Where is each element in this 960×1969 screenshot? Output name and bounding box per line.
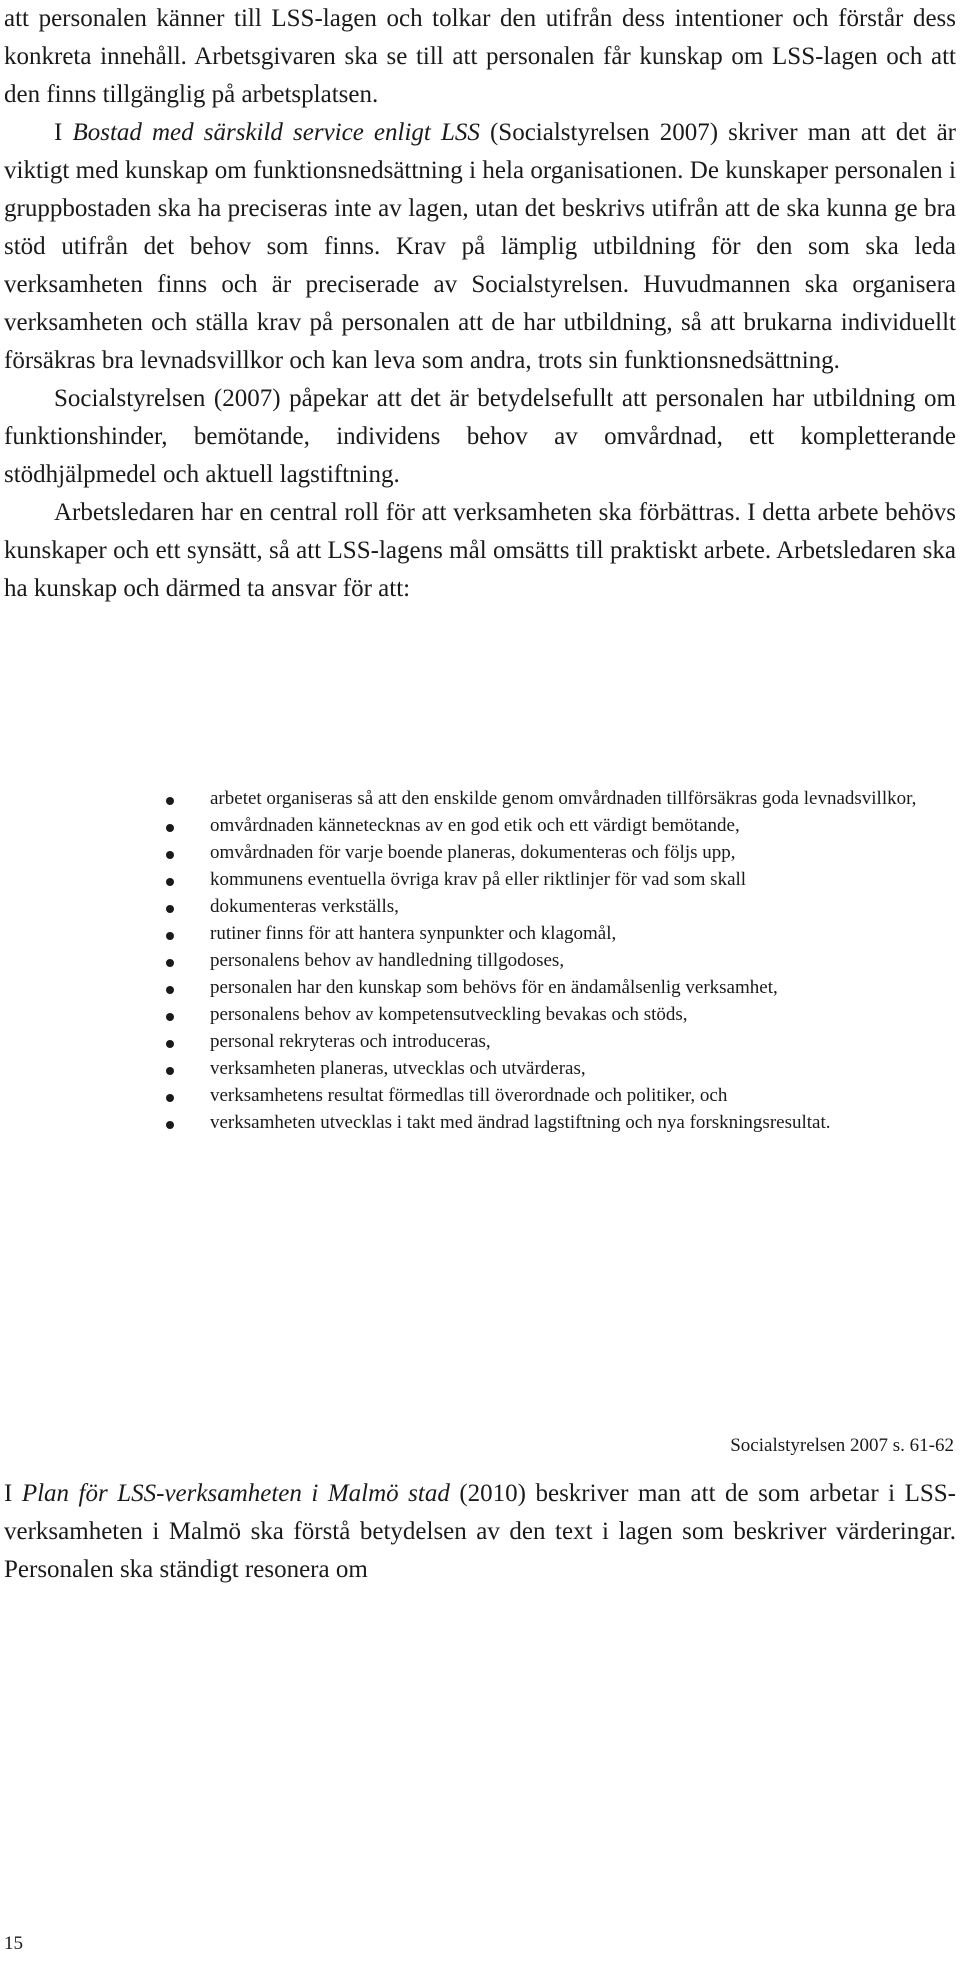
page-number: 15 bbox=[4, 1933, 23, 1954]
bullet-icon bbox=[166, 797, 174, 805]
paragraph-5-body: (2010) beskriver man att de som arbetar i LSS-verksamheten i Malmö ska förstå betydelsen av den text i lagen som beskriver värderingar. Personalen ska ständigt resonera om bbox=[4, 1480, 957, 1583]
list-item bbox=[0, 1055, 952, 1082]
list-item bbox=[0, 920, 952, 947]
list-item bbox=[0, 839, 952, 866]
list-item-text: kommunens eventuella övriga krav på eller riktlinjer för vad som skall bbox=[210, 869, 747, 890]
list-item bbox=[0, 947, 952, 974]
paragraph-4: Arbetsledaren har en central roll för att verksamheten ska förbättras. I detta arbete behövs kunskaper och ett synsätt, så att LSS-lagens mål omsätts till praktiskt arbete. Arbetsledaren ska ha kunskap och därmed ta ansvar för att: bbox=[4, 499, 956, 602]
bullet-icon bbox=[166, 1094, 174, 1102]
list-item bbox=[0, 812, 952, 839]
bullet-icon bbox=[166, 1121, 174, 1129]
bullet-icon bbox=[166, 905, 174, 913]
list-item bbox=[0, 785, 952, 812]
list-item-text: personalens behov av kompetensutveckling bevakas och stöds, bbox=[210, 1004, 688, 1025]
bullet-icon bbox=[166, 1040, 174, 1048]
paragraph-1: att personalen känner till LSS-lagen och tolkar den utifrån dess intentioner och förstår dess konkreta innehåll. Arbetsgivaren ska se till att personalen får kunskap om LSS-lagen och att den finns tillgänglig på arbetsplatsen. bbox=[4, 5, 956, 108]
bullet-icon bbox=[166, 878, 174, 886]
bullet-icon bbox=[166, 851, 174, 859]
list-item bbox=[0, 1028, 952, 1055]
bullet-icon bbox=[166, 1067, 174, 1075]
bullet-icon bbox=[166, 932, 174, 940]
list-item-text: personalen har den kunskap som behövs för en ändamålsenlig verksamhet, bbox=[210, 977, 778, 998]
paragraph-2 bbox=[4, 114, 956, 380]
list-item-text: omvårdnaden kännetecknas av en god etik och ett värdigt bemötande, bbox=[210, 815, 740, 836]
list-item-text: verksamheten utvecklas i takt med ändrad lagstiftning och nya forskningsresultat. bbox=[210, 1112, 831, 1133]
list-item-text: arbetet organiseras så att den enskilde genom omvårdnaden tillförsäkras goda levnadsvillkor, bbox=[210, 788, 917, 809]
paragraph-2-title: Bostad med särskild service enligt LSS bbox=[72, 119, 480, 146]
list-item-text: personalens behov av handledning tillgodoses, bbox=[210, 950, 565, 971]
list-item bbox=[0, 893, 952, 920]
list-item bbox=[0, 1001, 952, 1028]
paragraph-3: Socialstyrelsen (2007) påpekar att det är betydelsefullt att personalen har utbildning om funktionshinder, bemötande, individens behov av omvårdnad, ett kompletterande stödhjälpmedel och aktuell lagstiftning. bbox=[4, 385, 956, 488]
list-item bbox=[0, 866, 952, 893]
paragraph-5-prefix: I bbox=[4, 1480, 22, 1507]
bullet-icon bbox=[166, 959, 174, 967]
paragraph-2-prefix: I bbox=[54, 119, 73, 146]
list-item-text: personal rekryteras och introduceras, bbox=[210, 1031, 491, 1052]
bullet-icon bbox=[166, 824, 174, 832]
list-item-text: verksamhetens resultat förmedlas till överordnade och politiker, och bbox=[210, 1085, 728, 1106]
paragraph-5 bbox=[4, 1475, 956, 1589]
list-item-text: omvårdnaden för varje boende planeras, dokumenteras och följs upp, bbox=[210, 842, 736, 863]
list-item bbox=[0, 974, 952, 1001]
responsibility-list bbox=[0, 785, 960, 1136]
paragraph-5-title: Plan för LSS-verksamheten i Malmö stad bbox=[21, 1480, 450, 1507]
list-item bbox=[0, 1109, 952, 1136]
paragraph-intro bbox=[4, 0, 956, 608]
bullet-icon bbox=[166, 986, 174, 994]
list-item-text: rutiner finns för att hantera synpunkter och klagomål, bbox=[210, 923, 617, 944]
list-item-text: dokumenteras verkställs, bbox=[210, 896, 399, 917]
list-item bbox=[0, 1082, 952, 1109]
list-item-text: verksamheten planeras, utvecklas och utvärderas, bbox=[210, 1058, 586, 1079]
source-citation: Socialstyrelsen 2007 s. 61-62 bbox=[730, 1435, 954, 1456]
paragraph-2-body: (Socialstyrelsen 2007) skriver man att det är viktigt med kunskap om funktionsnedsättning i hela organisationen. De kunskaper personalen i gruppbostaden ska ha preciseras inte av lagen, utan det beskrivs utifrån att de ska kunna ge bra stöd utifrån det behov som finns. Krav på lämplig utbildning för den som ska leda verksamheten finns och är preciserade av Socialstyrelsen. Huvudmannen ska organisera verksamheten och ställa krav på personalen att de har utbildning, så att brukarna individuellt försäkras bra levnadsvillkor och kan leva som andra, trots sin funktionsnedsättning. bbox=[4, 119, 957, 374]
bullet-icon bbox=[166, 1013, 174, 1021]
